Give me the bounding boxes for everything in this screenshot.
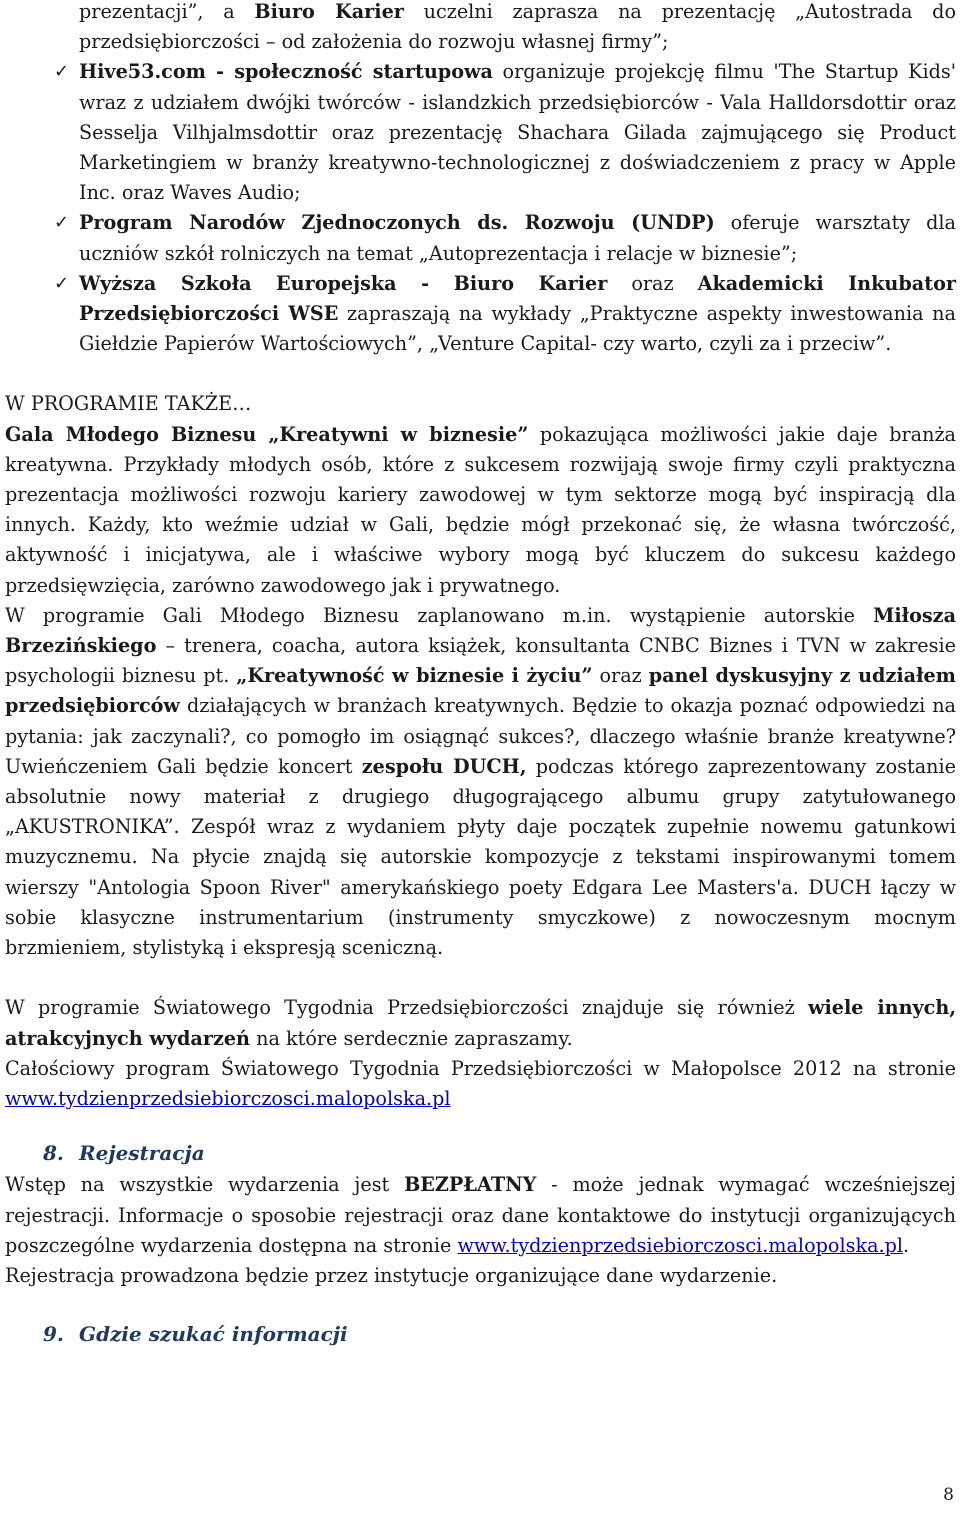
bold-text: BEZPŁATNY	[404, 1173, 537, 1197]
text-run: oraz	[607, 271, 698, 295]
text-run: działających w branżach kreatywnych. Będzie to okazja poznać odpowiedzi na pytania: jak zaczynali?, co pomogło im osiągnąć sukces?, dlaczego właśnie branże kreatywne? Uwieńczeniem Gali będzie koncert	[5, 694, 956, 778]
text-run: oferuje warsztaty dla uczniów szkół rolniczych na temat „Autoprezentacja i relacje w biznesie”;	[79, 211, 956, 265]
checkmark-icon: ✓	[54, 61, 70, 83]
bold-text: Miłosza Brzezińskiego	[5, 603, 956, 658]
text-run: – trenera, coacha, autora książek, konsultanta CNBC Biznes i TVN w zakresie psychologii biznesu pt.	[5, 634, 956, 688]
bold-text: Wyższa Szkoła Europejska - Biuro Karier	[79, 271, 608, 295]
registration-website-link[interactable]: www.tydzienprzedsiebiorczosci.malopolska.pl	[457, 1233, 904, 1257]
event-bullet-item	[5, 57, 956, 208]
text-run: uczelni zaprasza na prezentację „Autostrada do przedsiębiorczości – od założenia do rozwoju własnej firmy”;	[79, 0, 956, 54]
checkmark-icon: ✓	[54, 272, 70, 294]
event-bullet-item	[5, 0, 956, 57]
also-in-program-heading: W PROGRAMIE TAKŻE…	[5, 392, 252, 416]
section-number: 9.	[43, 1322, 64, 1347]
bold-text: „Kreatywność w biznesie i życiu”	[236, 664, 593, 688]
page-number: 8	[943, 1485, 954, 1505]
text-run: zapraszają na wykłady „Praktyczne aspekty inwestowania na Giełdzie Papierów Wartościowych”, „Venture Capital- czy warto, czyli za i przeciw”.	[79, 302, 956, 356]
section-title: Rejestracja	[79, 1141, 205, 1166]
text-run: W programie Światowego Tygodnia Przedsiębiorczości znajduje się również	[5, 996, 808, 1020]
text-run: prezentacji”, a	[79, 0, 255, 23]
bold-text: Gala Młodego Biznesu „Kreatywni w biznesie”	[5, 422, 529, 446]
registration-paragraph: Wstęp na wszystkie wydarzenia jest BEZPŁATNY - może jednak wymagać wcześniejszej rejestracji. Informacje o sposobie rejestracji oraz dane kontaktowe do instytucji organizujących poszczególne wydarzenia dostępna na stronie www.tydzienprzedsiebiorczosci.malopolska.pl.	[5, 1173, 956, 1257]
world-week-paragraph	[5, 993, 956, 1053]
text-run: pokazująca możliwości jakie daje branża kreatywna. Przykłady młodych osób, które z sukcesem rozwijają swoje firmy czyli praktyczna prezentacja możliwości rozwoju kariery zawodowej w tym sektorze mogą być inspiracją dla innych. Każdy, kto weźmie udział w Gali, będzie mógł przekonać się, że własna twórczość, aktywność i inicjatywa, ale i właściwe wybory mogą być kluczem do sukcesu każdego przedsięwzięcia, zarówno zawodowego jak i prywatnego.	[5, 422, 956, 597]
event-bullet-item	[5, 208, 956, 268]
bold-text: Program Narodów Zjednoczonych ds. Rozwoju (UNDP)	[79, 211, 715, 235]
bold-text: panel dyskusyjny z udziałem przedsiębiorców	[5, 664, 956, 718]
document-content	[5, 0, 956, 1351]
section-title: Gdzie szukać informacji	[79, 1322, 348, 1347]
program-website-link[interactable]: www.tydzienprzedsiebiorczosci.malopolska.pl	[5, 1086, 451, 1110]
text-run: - może jednak wymagać wcześniejszej rejestracji. Informacje o sposobie rejestracji oraz dane kontaktowe do instytucji organizujących poszczególne wydarzenia dostępna na stronie	[5, 1173, 956, 1257]
text-run: na które serdecznie zapraszamy.	[250, 1026, 573, 1050]
text-run: oraz	[592, 664, 649, 688]
text-run: Wstęp na wszystkie wydarzenia jest	[5, 1173, 405, 1197]
registration-note: Rejestracja prowadzona będzie przez instytucje organizujące dane wydarzenie.	[5, 1263, 778, 1287]
text-run: W programie Gali Młodego Biznesu zaplanowano m.in. wystąpienie autorskie	[5, 603, 874, 627]
checkmark-icon: ✓	[54, 212, 70, 234]
gala-program-paragraph	[5, 601, 956, 963]
bold-text: Akademicki Inkubator Przedsiębiorczości WSE	[79, 271, 956, 326]
bold-text: Hive53.com - społeczność startupowa	[79, 60, 493, 84]
full-program-paragraph	[5, 1054, 956, 1114]
gala-paragraph	[5, 420, 956, 601]
bold-text: wiele innych, atrakcyjnych wydarzeń	[5, 996, 956, 1050]
event-bullet-item	[5, 269, 956, 360]
full-program-text: Całościowy program Światowego Tygodnia Przedsiębiorczości w Małopolsce 2012 na stronie	[5, 1056, 956, 1080]
section-info-heading	[43, 1319, 956, 1349]
bold-text: zespołu DUCH,	[361, 754, 527, 778]
section-registration-heading	[43, 1138, 956, 1168]
section-number: 8.	[43, 1141, 64, 1166]
text-run: podczas którego zaprezentowany zostanie absolutnie nowy materiał z drugiego długogrającego albumu grupy zatytułowanego „AKUSTRONIKA”. Zespół wraz z wydaniem płyty daje początek zupełnie nowemu gatunkowi muzycznemu. Na płycie znajdą się autorskie kompozycje z tekstami inspirowanymi tomem wierszy "Antologia Spoon River" amerykańskiego poety Edgara Lee Masters'a. DUCH łączy w sobie klasyczne instrumentarium (instrumenty smyczkowe) z nowoczesnym mocnym brzmieniem, stylistyką i ekspresją sceniczną.	[5, 754, 956, 960]
text-run: organizuje projekcję filmu 'The Startup Kids' wraz z udziałem dwójki twórców - islandzkich przedsiębiorców - Vala Halldorsdottir oraz Sesselja Vilhjalmsdottir oraz prezentację Shachara Gilada zajmującego się Product Marketingiem w branży kreatywno-technologicznej z doświadczeniem z pracy w Apple Inc. oraz Waves Audio;	[79, 60, 957, 205]
event-bullet-list	[5, 0, 956, 359]
bold-text: Biuro Karier	[254, 0, 404, 23]
